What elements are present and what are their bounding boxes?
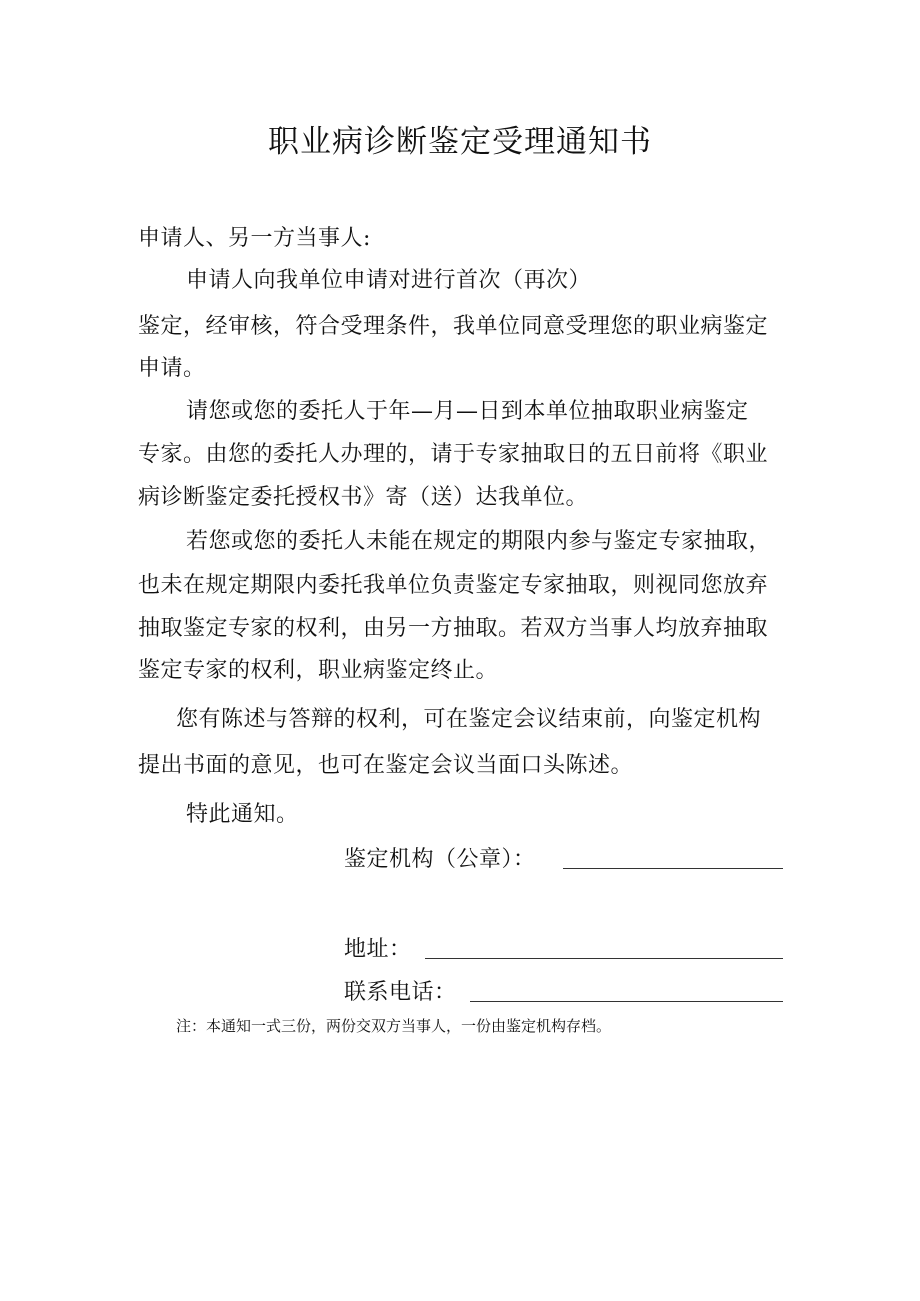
paragraph-1-line-2: 鉴定，经审核，符合受理条件，我单位同意受理您的职业病鉴定 — [138, 314, 769, 339]
paragraph-3-line-4: 鉴定专家的权利，职业病鉴定终止。 — [138, 658, 499, 683]
salutation: 申请人、另一方当事人: — [138, 226, 371, 251]
address-label: 地址： — [344, 937, 412, 962]
paragraph-2-line-2: 专家。由您的委托人办理的，请于专家抽取日的五日前将《职业 — [138, 442, 769, 467]
paragraph-4-line-1: 您有陈述与答辩的权利，可在鉴定会议结束前，向鉴定机构 — [176, 707, 762, 732]
closing-text: 特此通知。 — [186, 802, 299, 827]
phone-blank-line — [470, 1001, 783, 1002]
address-blank-line — [425, 958, 783, 959]
paragraph-4-line-2: 提出书面的意见，也可在鉴定会议当面口头陈述。 — [138, 753, 634, 778]
paragraph-2-line-1: 请您或您的委托人于年—月—日到本单位抽取职业病鉴定 — [186, 399, 749, 424]
agency-seal-blank-line — [563, 868, 783, 869]
document-title: 职业病诊断鉴定受理通知书 — [268, 124, 652, 160]
paragraph-3-line-3: 抽取鉴定专家的权利，由另一方抽取。若双方当事人均放弃抽取 — [138, 616, 769, 641]
phone-label: 联系电话： — [344, 980, 457, 1005]
footnote: 注：本通知一式三份，两份交双方当事人，一份由鉴定机构存档。 — [176, 1017, 612, 1035]
paragraph-1-line-1: 申请人向我单位申请对进行首次（再次） — [186, 268, 592, 293]
paragraph-1-line-3: 申请。 — [138, 356, 206, 381]
paragraph-3-line-1: 若您或您的委托人未能在规定的期限内参与鉴定专家抽取， — [186, 529, 772, 554]
paragraph-3-line-2: 也未在规定期限内委托我单位负责鉴定专家抽取，则视同您放弃 — [138, 573, 769, 598]
paragraph-2-line-3: 病诊断鉴定委托授权书》寄（送）达我单位。 — [138, 485, 589, 510]
agency-seal-label: 鉴定机构（公章）： — [344, 847, 536, 872]
